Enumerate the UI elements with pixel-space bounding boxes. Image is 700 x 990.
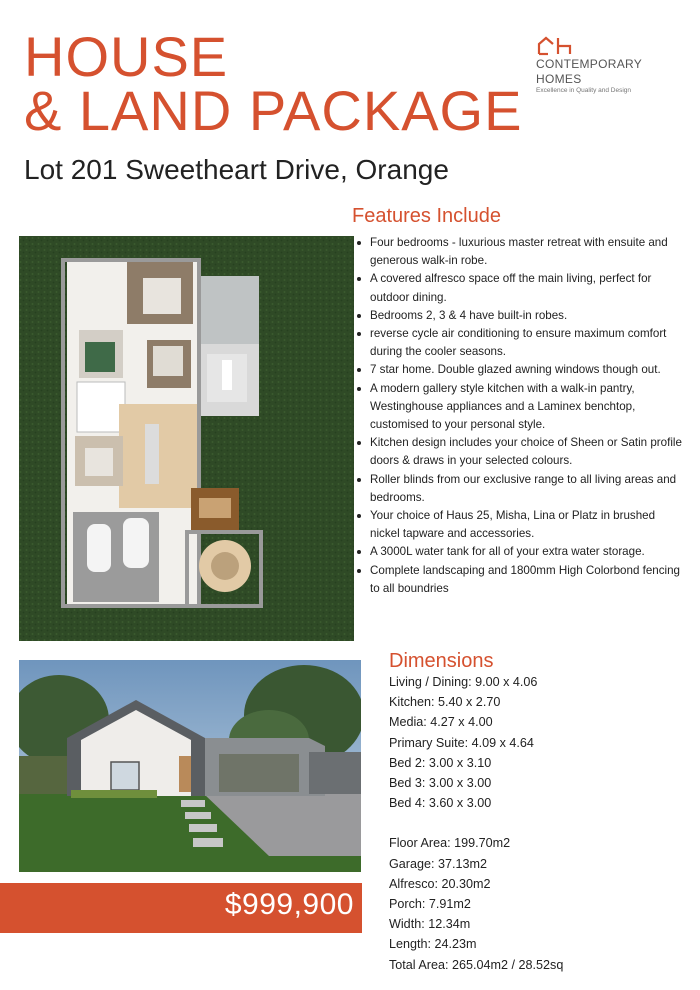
- feature-item: 7 star home. Double glazed awning windows though out.: [354, 361, 684, 379]
- room-dimension: Primary Suite: 4.09 x 4.64: [389, 735, 534, 750]
- features-heading: Features Include: [352, 205, 501, 227]
- area-figure: Width: 12.34m: [389, 917, 471, 932]
- room-dimension: Bed 3: 3.00 x 3.00: [389, 776, 492, 791]
- area-figure: Total Area: 265.04m2 / 28.52sq: [389, 957, 564, 972]
- property-address: Lot 201 Sweetheart Drive, Orange: [24, 154, 449, 185]
- feature-item: Kitchen design includes your choice of Sheen or Satin profile doors & draws in your selected colours.: [354, 434, 684, 470]
- logo-tagline: Excellence in Quality and Design: [536, 87, 632, 94]
- feature-item: Your choice of Haus 25, Misha, Lina or Platz in brushed nickel tapware and accessories.: [354, 507, 684, 543]
- feature-item: A modern gallery style kitchen with a walk-in pantry, Westinghouse appliances and a Laminex benchtop, customised to your personal style.: [354, 380, 684, 435]
- logo-name-line-1: CONTEMPORARY: [536, 57, 643, 71]
- room-dimension: Bed 2: 3.00 x 3.10: [389, 755, 492, 770]
- feature-item: Bedrooms 2, 3 & 4 have built-in robes.: [354, 307, 684, 325]
- room-dimension: Living / Dining: 9.00 x 4.06: [389, 675, 538, 689]
- floor-plan-image: [19, 236, 354, 641]
- company-logo: [536, 36, 666, 94]
- room-dimension: Kitchen: 5.40 x 2.70: [389, 695, 501, 710]
- feature-item: A 3000L water tank for all of your extra water storage.: [354, 543, 684, 561]
- logo-name-line-2: HOMES: [536, 72, 582, 86]
- price: $999,900: [224, 888, 354, 921]
- title-line-2: & LAND PACKAGE: [24, 79, 523, 142]
- room-dimension: Media: 4.27 x 4.00: [389, 715, 493, 730]
- feature-item: reverse cycle air conditioning to ensure maximum comfort during the cooler seasons.: [354, 325, 684, 361]
- dimensions-heading: Dimensions: [389, 650, 494, 672]
- feature-item: Four bedrooms - luxurious master retreat with ensuite and generous walk-in robe.: [354, 234, 684, 270]
- features-list: [354, 234, 684, 598]
- title-line-1: HOUSE: [24, 25, 229, 88]
- area-figure: Length: 24.23m: [389, 937, 477, 952]
- dimensions-list: [389, 672, 563, 975]
- area-figure: Floor Area: 199.70m2: [389, 836, 511, 851]
- area-figure: Porch: 7.91m2: [389, 897, 471, 912]
- page-title: [24, 25, 523, 142]
- area-figure: Garage: 37.13m2: [389, 856, 488, 871]
- house-facade-image: [19, 660, 361, 872]
- house-outline-logo-icon: [536, 36, 576, 56]
- price-banner: [0, 883, 362, 933]
- room-dimension: Bed 4: 3.60 x 3.00: [389, 796, 492, 811]
- area-figure: Alfresco: 20.30m2: [389, 876, 491, 891]
- feature-item: Complete landscaping and 1800mm High Colorbond fencing to all boundries: [354, 562, 684, 598]
- feature-item: A covered alfresco space off the main living, perfect for outdoor dining.: [354, 270, 684, 306]
- feature-item: Roller blinds from our exclusive range to all living areas and bedrooms.: [354, 471, 684, 507]
